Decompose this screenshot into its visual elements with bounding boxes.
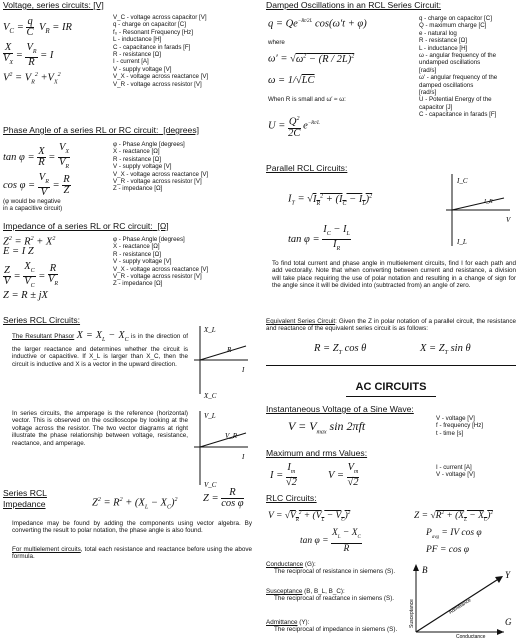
reactance-phasor-diagram [190, 320, 260, 400]
impedance-defs: φ - Phase Angle [degrees] X - reactance [Ω] R - resistance [Ω] V - supply voltage [V] V_X - voltage across reactance [V] V_R - voltage across resistor [V] Z - impedance [Ω] [113, 236, 209, 288]
phase-note: (φ would be negative in a capacitive circuit) [3, 198, 63, 213]
damped-where: where [268, 39, 285, 46]
admittance-triangle-diagram [406, 562, 516, 638]
rlc-eq-tan: tan φ = $\frac{X_L - X_C}{R}$ [300, 528, 361, 554]
xl-label: X_L [204, 326, 216, 334]
inst-eq: $V = V_{max}$ sin 2πft [288, 419, 366, 436]
rlc-eq-pf: PF = cos φ [426, 545, 470, 555]
series-rlc-para1: The Resultant Phasor $X = X_L - X_C$ is in the direction of the larger reactance and determines whether the circuit is inductive or capacitive. If X_L is larger than X_C, then the circuit is inductive and X is a vector in the upward direction. [12, 330, 189, 368]
voltage-phasor-diagram [190, 405, 260, 490]
impedance-eq1: $Z^2 = R^2 + X^2$ [3, 236, 56, 248]
ir-label: I_R [484, 199, 493, 205]
conductance-axis-label: Conductance [456, 634, 486, 640]
impedance-eq3: $\frac{Z}{V}$ = $\frac{X_C}{V_C}$ = $\frac{R}{V_R}$ [3, 261, 59, 290]
damped-eq1: $q = Qe^{-Rt/2L}$ cos(ω′t + φ) [268, 18, 367, 30]
damped-eq4: U = $\frac{Q^2}{2C}$ $e^{-Rt/L}$ [268, 116, 320, 139]
series-impedance-para: Impedance may be found by adding the components using vector algebra. By converting the result to polar notation, the phase angle is also found. [12, 520, 252, 535]
inst-heading: Instantaneous Voltage of a Sine Wave: [266, 404, 414, 414]
impedance-eq2: E = I Z [3, 246, 34, 257]
phase-eq-cos: cos φ = $\frac{V_R}{V}$ = $\frac{R}{Z}$ [3, 172, 70, 199]
voltage-eq-ratio: $\frac{X}{V_X}$ = $\frac{V_R}{R}$ = I [3, 42, 54, 69]
series-rlc-para2: In series circuits, the amperage is the reference (horizontal) vector. This is observed on the oscilloscope by looking at the voltage across the resistor. The two vector diagrams at right illustrate the phase relationship between voltage, resistance, reactance, and amperage. [12, 410, 188, 447]
damped-eq3: ω = 1/√LC [268, 75, 315, 86]
equivalent-eq-r: $R = Z_T$ cos θ [314, 343, 367, 357]
impedance-eq4: Z = R ± jX [3, 290, 48, 301]
voltage-defs: V_C - voltage across capacitor [V] q - charge on capacitor [C] f₀ - Resonant Frequency [Hz] L - inductance [H] C - capacitance in farads [F] R - resistance [Ω] I - current [A] V - supply voltage [V] V_X - voltage across reactance [V] V_R - voltage across resistor [V] [113, 14, 209, 88]
rlc-eq-v: $V = √V_R^2 + (V_L - V_C)^2$ [268, 511, 351, 524]
rms-eq-i: I = $\frac{I_m}{√2}$ [270, 462, 297, 489]
i2-label: I [242, 453, 245, 461]
damped-defs: q - charge on capacitor [C] Q - maximum charge [C] e - natural log R - resistance [Ω] L - inductance [H] ω - angular frequency of the undamped oscillations [rad/s] ω′ - angular frequency of the damped oscillations [rad/s] U - Potential Energy of the capacitor [J] C - capacitance in farads [F] [419, 15, 498, 119]
resultant-phasor [200, 346, 246, 360]
rms-heading: Maximum and rms Values: [266, 448, 368, 458]
series-impedance-heading: Series RCL Impedance [3, 488, 47, 509]
parallel-para: To find total current and phase angle in multielement circuits, find I for each path and add vectorally. Note that when converting between current and resistance, a division will take place requiring the use of polar notation and resulting in a change of sign for the angle since it will be divided into (subtracted from) an angle of zero. [272, 260, 516, 290]
damped-eq2: $\omega' = √\omega^2 - (R / 2L)^2$ [268, 53, 355, 65]
series-impedance-eq2: Z = $\frac{R}{\text{cos φ}}$ [203, 487, 244, 509]
phase-angle-heading: Phase Angle of a series RL or RC circuit: [degrees] [3, 125, 200, 135]
phase-defs: φ - Phase Angle [degrees] X - reactance [Ω] R - resistance [Ω] V - supply voltage [V] V_X - voltage across reactance [V] V_R - voltage across resistor [V] Z - impedance [Ω] [113, 141, 209, 193]
vc-label: V_C [204, 481, 217, 489]
b-label: B [422, 565, 428, 575]
parallel-eq2: tan φ = $\frac{I_C - I_L}{I_R}$ [288, 224, 350, 253]
inst-defs: V - voltage [V] f - frequency [Hz] t - time [s] [436, 415, 484, 437]
equivalent-series-para: Equivalent Series Circuit: Given the Z in polar notation of a parallel circuit, the resistance and reactance of the equivalent series circuit is as follows: [266, 318, 516, 333]
ac-title: AC CIRCUITS [355, 381, 427, 393]
phase-eq-tan: tan φ = $\frac{X}{R}$ = $\frac{V_X}{V_R}$ [3, 142, 70, 171]
voltage-eq-sum: $V^2 = V_R^2 +V_X^2$ [3, 72, 61, 86]
il-label: I_L [457, 238, 467, 246]
series-impedance-eq1: $Z^2 = R^2 + (X_L - X_C)^2$ [92, 497, 178, 511]
admittance-axis-label: Admittance [447, 597, 473, 616]
vl-label: V_L [204, 412, 216, 420]
xc-label: X_C [204, 392, 217, 400]
rms-eq-v: V = $\frac{V_m}{√2}$ [328, 462, 359, 489]
g-label: G [505, 617, 512, 627]
rlc-eq-z: $Z = √R^2 + (X_L - X_C)^2$ [414, 511, 493, 524]
y-label: Y [505, 570, 511, 580]
series-rlc-heading: Series RCL Circuits: [3, 315, 81, 325]
ac-divider [266, 365, 516, 366]
voltage-eq-vc: $V_C$ = $\frac{q}{C}$ $V_R$ = IR [3, 16, 72, 38]
i-label: I [242, 366, 245, 374]
voltage-series-section [3, 0, 258, 11]
parallel-eq1: $I_T = √I_R^2 + (I_C - I_L)^2$ [288, 193, 373, 207]
v-label: V [506, 216, 511, 224]
conductance-def: Conductance (G): The reciprocal of resistance in siemens (S). [266, 561, 396, 576]
rlc-heading: RLC Circuits: [266, 493, 317, 503]
rlc-eq-p: $P_{avg}$ = IV cos φ [426, 528, 482, 540]
series-impedance-para2: For multielement circuits, total each resistance and reactance before using the above formula. [12, 546, 253, 561]
vr-label: V_R [225, 432, 238, 440]
ac-title-underline [346, 396, 436, 397]
voltage-series-heading: Voltage, series circuits: [V] [3, 0, 104, 10]
rms-defs: I - current [A] V - voltage [V] [436, 464, 475, 479]
susceptance-def: Susceptance (B, B_L, B_C): The reciprocal of reactance in siemens (S). [266, 588, 395, 603]
ic-label: I_C [457, 177, 468, 185]
susceptance-axis-label: Susceptance [409, 599, 415, 628]
damped-when: When R is small and ω′ ≈ ω: [268, 96, 346, 103]
r-label: R [227, 346, 232, 354]
impedance-heading: Impedance of a series RL or RC circuit: [Ω] [3, 221, 169, 231]
admittance-def: Admittance (Y): The reciprocal of impedance in siemens (S). [266, 619, 398, 634]
parallel-heading: Parallel RCL Circuits: [266, 163, 348, 173]
damped-heading: Damped Oscillations in an RCL Series Circuit: [266, 0, 441, 10]
equivalent-eq-x: $X = Z_T$ sin θ [420, 343, 471, 357]
parallel-phasor-diagram [444, 170, 518, 250]
